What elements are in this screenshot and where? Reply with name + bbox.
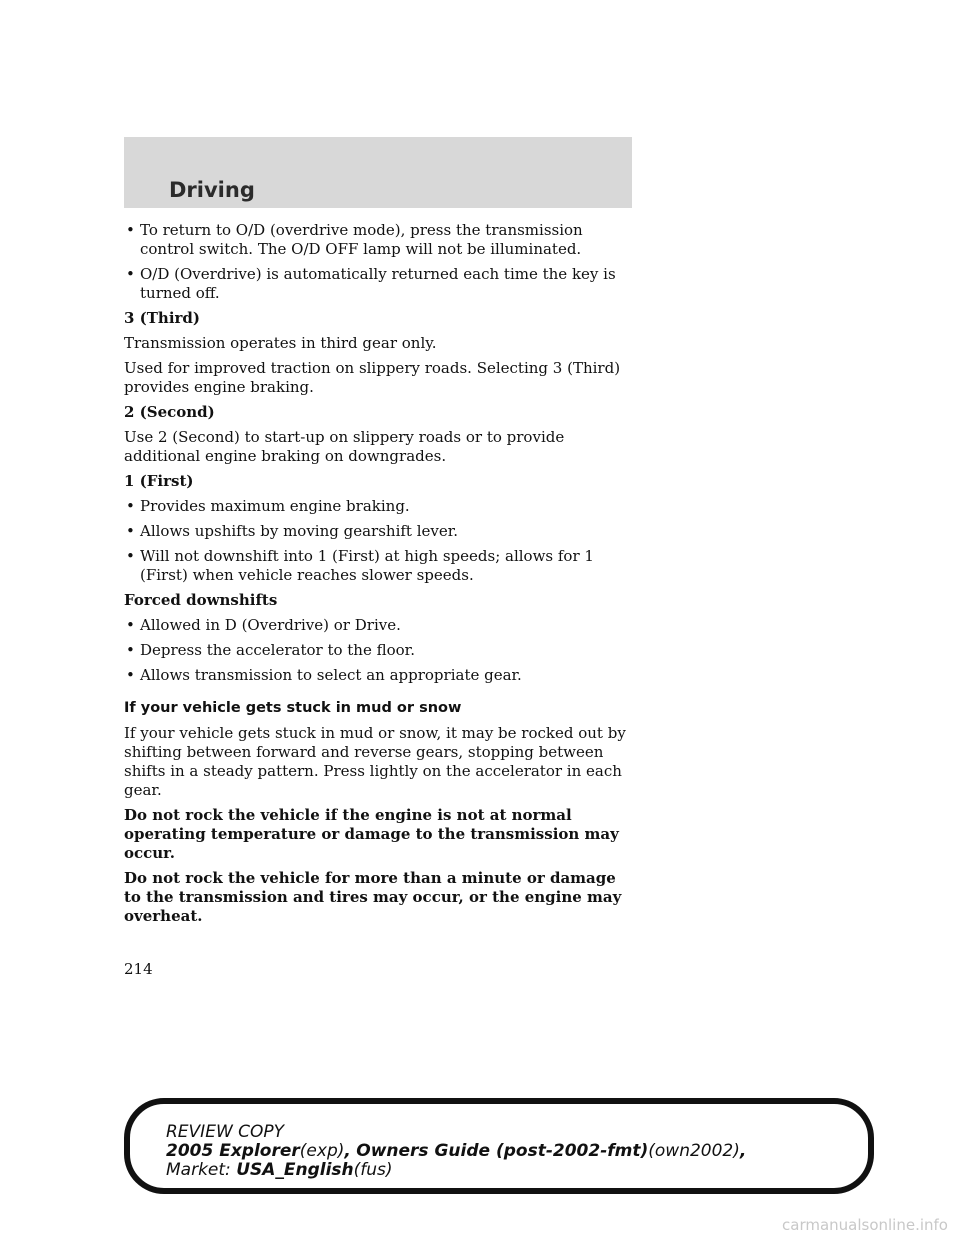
list-item: • O/D (Overdrive) is automatically returned each time the key is turned off. [126,265,616,302]
forced-downshifts-heading: Forced downshifts [124,591,278,609]
bullet-icon: • [126,522,135,540]
bullet-icon: • [126,641,135,659]
rock-warning-2: Do not rock the vehicle for more than a minute or damage to the transmission and tires may occur, or the engine may overheat. [124,869,622,925]
overdrive-bullet-list [124,221,634,303]
review-copy-label: REVIEW COPY [166,1122,285,1142]
rock-warning-1: Do not rock the vehicle if the engine is not at normal operating temperature or damage to the transmission may occur. [124,806,619,862]
bullet-icon: • [126,497,135,515]
bullet-icon: • [126,616,135,634]
page-number: 214 [124,960,153,978]
third-paragraph-2: Used for improved traction on slippery roads. Selecting 3 (Third) provides engine braking. [124,359,621,396]
stuck-heading: If your vehicle gets stuck in mud or snow [124,700,462,716]
list-item: • To return to O/D (overdrive mode), press the transmission control switch. The O/D OFF lamp will not be illuminated. [126,221,583,258]
review-model-line: 2005 Explorer(exp), Owners Guide (post-2002-fmt)(own2002), [166,1141,747,1161]
second-paragraph-1: Use 2 (Second) to start-up on slippery roads or to provide additional engine braking on downgrades. [124,428,565,465]
section-title: Driving [169,178,255,202]
bullet-icon: • [126,547,135,565]
list-item: • Depress the accelerator to the floor. [126,641,415,659]
list-item: • Allows upshifts by moving gearshift lever. [126,522,459,540]
list-item: • Will not downshift into 1 (First) at high speeds; allows for 1 (First) when vehicle reaches slower speeds. [126,547,594,584]
watermark: carmanualsonline.info [782,1216,948,1234]
review-copy-text [166,1123,806,1180]
first-heading: 1 (First) [124,472,194,490]
forced-bullet-list [124,616,634,685]
second-heading: 2 (Second) [124,403,215,421]
page-content [124,221,634,932]
third-heading: 3 (Third) [124,309,201,327]
third-paragraph-1: Transmission operates in third gear only. [124,334,437,352]
list-item: • Allowed in D (Overdrive) or Drive. [126,616,401,634]
stuck-paragraph: If your vehicle gets stuck in mud or snow, it may be rocked out by shifting between forward and reverse gears, stopping between shifts in a steady pattern. Press lightly on the accelerator in each gear. [124,724,626,799]
first-bullet-list [124,497,634,585]
bullet-icon: • [126,221,135,239]
list-item: • Allows transmission to select an appropriate gear. [126,666,522,684]
bullet-icon: • [126,265,135,283]
list-item: • Provides maximum engine braking. [126,497,410,515]
bullet-icon: • [126,666,135,684]
review-market-line: Market: USA_English(fus) [166,1160,393,1180]
